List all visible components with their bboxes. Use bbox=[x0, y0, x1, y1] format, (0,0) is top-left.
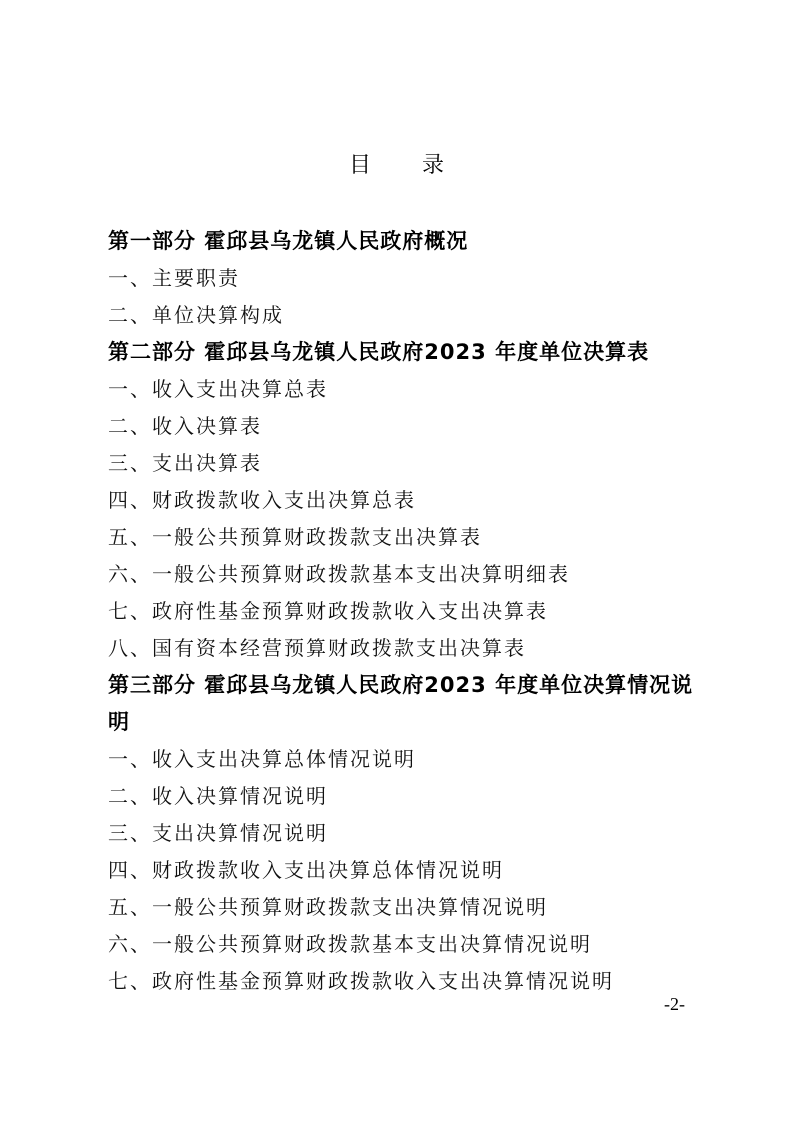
toc-title: 目 录 bbox=[349, 153, 466, 178]
toc-item: 七、政府性基金预算财政拨款收入支出决算情况说明 bbox=[108, 969, 614, 993]
toc-item: 四、财政拨款收入支出决算总表 bbox=[108, 488, 416, 512]
toc-item: 二、收入决算表 bbox=[108, 414, 262, 438]
toc-item: 五、一般公共预算财政拨款支出决算表 bbox=[108, 525, 482, 549]
toc-item: 二、单位决算构成 bbox=[108, 303, 284, 327]
part-heading-3: 第三部分 霍邱县乌龙镇人民政府2023 年度单位决算情况说明 bbox=[108, 673, 694, 734]
page-number: -2- bbox=[664, 994, 685, 1014]
toc-item: 六、一般公共预算财政拨款基本支出决算明细表 bbox=[108, 562, 570, 586]
toc-item: 四、财政拨款收入支出决算总体情况说明 bbox=[108, 858, 504, 882]
toc-item: 一、收入支出决算总表 bbox=[108, 377, 328, 401]
toc-item: 六、一般公共预算财政拨款基本支出决算情况说明 bbox=[108, 932, 592, 956]
toc-item: 七、政府性基金预算财政拨款收入支出决算表 bbox=[108, 599, 548, 623]
toc-item: 一、主要职责 bbox=[108, 266, 240, 290]
table-of-contents bbox=[108, 223, 700, 1000]
toc-item: 一、收入支出决算总体情况说明 bbox=[108, 747, 416, 771]
toc-item: 二、收入决算情况说明 bbox=[108, 784, 328, 808]
toc-item: 三、支出决算情况说明 bbox=[108, 821, 328, 845]
toc-item: 八、国有资本经营预算财政拨款支出决算表 bbox=[108, 636, 526, 660]
part-heading-2: 第二部分 霍邱县乌龙镇人民政府2023 年度单位决算表 bbox=[108, 340, 650, 364]
part-heading-1: 第一部分 霍邱县乌龙镇人民政府概况 bbox=[108, 229, 469, 253]
toc-item: 五、一般公共预算财政拨款支出决算情况说明 bbox=[108, 895, 548, 919]
toc-item: 三、支出决算表 bbox=[108, 451, 262, 475]
